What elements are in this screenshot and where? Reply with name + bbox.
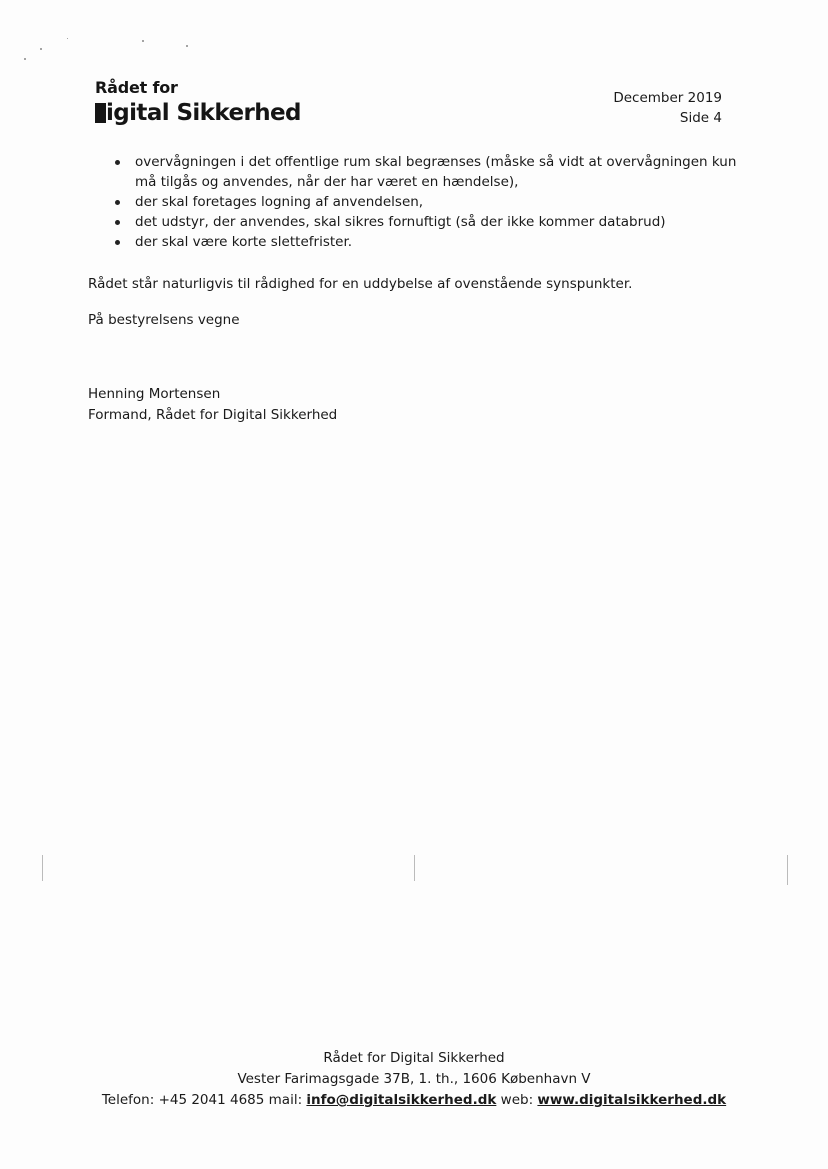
logo-line-2 — [95, 100, 301, 126]
signatory-title: Formand, Rådet for Digital Sikkerhed — [88, 407, 338, 423]
bullet-text: overvågningen i det offentlige rum skal begrænses (måske så vidt at overvågningen kun må tilgås og anvendes, når der har været en hændelse), — [135, 154, 737, 190]
footer-organization: Rådet for Digital Sikkerhed — [323, 1050, 505, 1066]
logo-line-1: Rådet for — [95, 78, 178, 97]
scan-line — [787, 855, 788, 885]
bullet-item — [88, 232, 738, 252]
footer-web-link[interactable]: www.digitalsikkerhed.dk — [537, 1092, 727, 1108]
scan-speck — [40, 48, 42, 50]
bullet-text: der skal være korte slettefrister. — [135, 234, 353, 250]
letter-footer — [0, 1048, 828, 1111]
bullet-item — [88, 152, 738, 192]
bullet-icon — [115, 160, 120, 165]
bullet-icon — [115, 220, 120, 225]
availability-paragraph: Rådet står naturligvis til rådighed for en uddybelse af ovenstående synspunkter. — [88, 276, 633, 292]
footer-email-link[interactable]: info@digitalsikkerhed.dk — [306, 1092, 497, 1108]
document-date: December 2019 — [613, 90, 722, 106]
closing-paragraph: På bestyrelsens vegne — [88, 312, 240, 328]
footer-web-label: web: — [496, 1092, 538, 1108]
bullet-icon — [115, 200, 120, 205]
page-number: Side 4 — [679, 110, 722, 126]
bullet-icon — [115, 240, 120, 245]
bullet-list — [88, 152, 738, 252]
footer-phone: Telefon: +45 2041 4685 mail: — [101, 1092, 307, 1108]
scan-line — [414, 855, 415, 881]
organization-logo — [95, 78, 301, 126]
bullet-text: det udstyr, der anvendes, skal sikres fornuftigt (så der ikke kommer databrud) — [135, 214, 666, 230]
scan-speck — [186, 45, 188, 47]
scan-speck — [67, 38, 68, 39]
bullet-text: der skal foretages logning af anvendelsen, — [135, 194, 424, 210]
logo-block-mark — [95, 103, 106, 123]
scan-speck — [142, 40, 144, 42]
letter-body — [88, 152, 738, 423]
signatory-name: Henning Mortensen — [88, 386, 221, 402]
scan-line — [42, 855, 43, 881]
footer-contact — [0, 1090, 828, 1111]
footer-address: Vester Farimagsgade 37B, 1. th., 1606 København V — [237, 1071, 591, 1087]
bullet-item — [88, 192, 738, 212]
bullet-item — [88, 212, 738, 232]
scan-speck — [24, 58, 26, 60]
logo-text: igital Sikkerhed — [106, 100, 301, 126]
document-meta — [613, 88, 722, 128]
